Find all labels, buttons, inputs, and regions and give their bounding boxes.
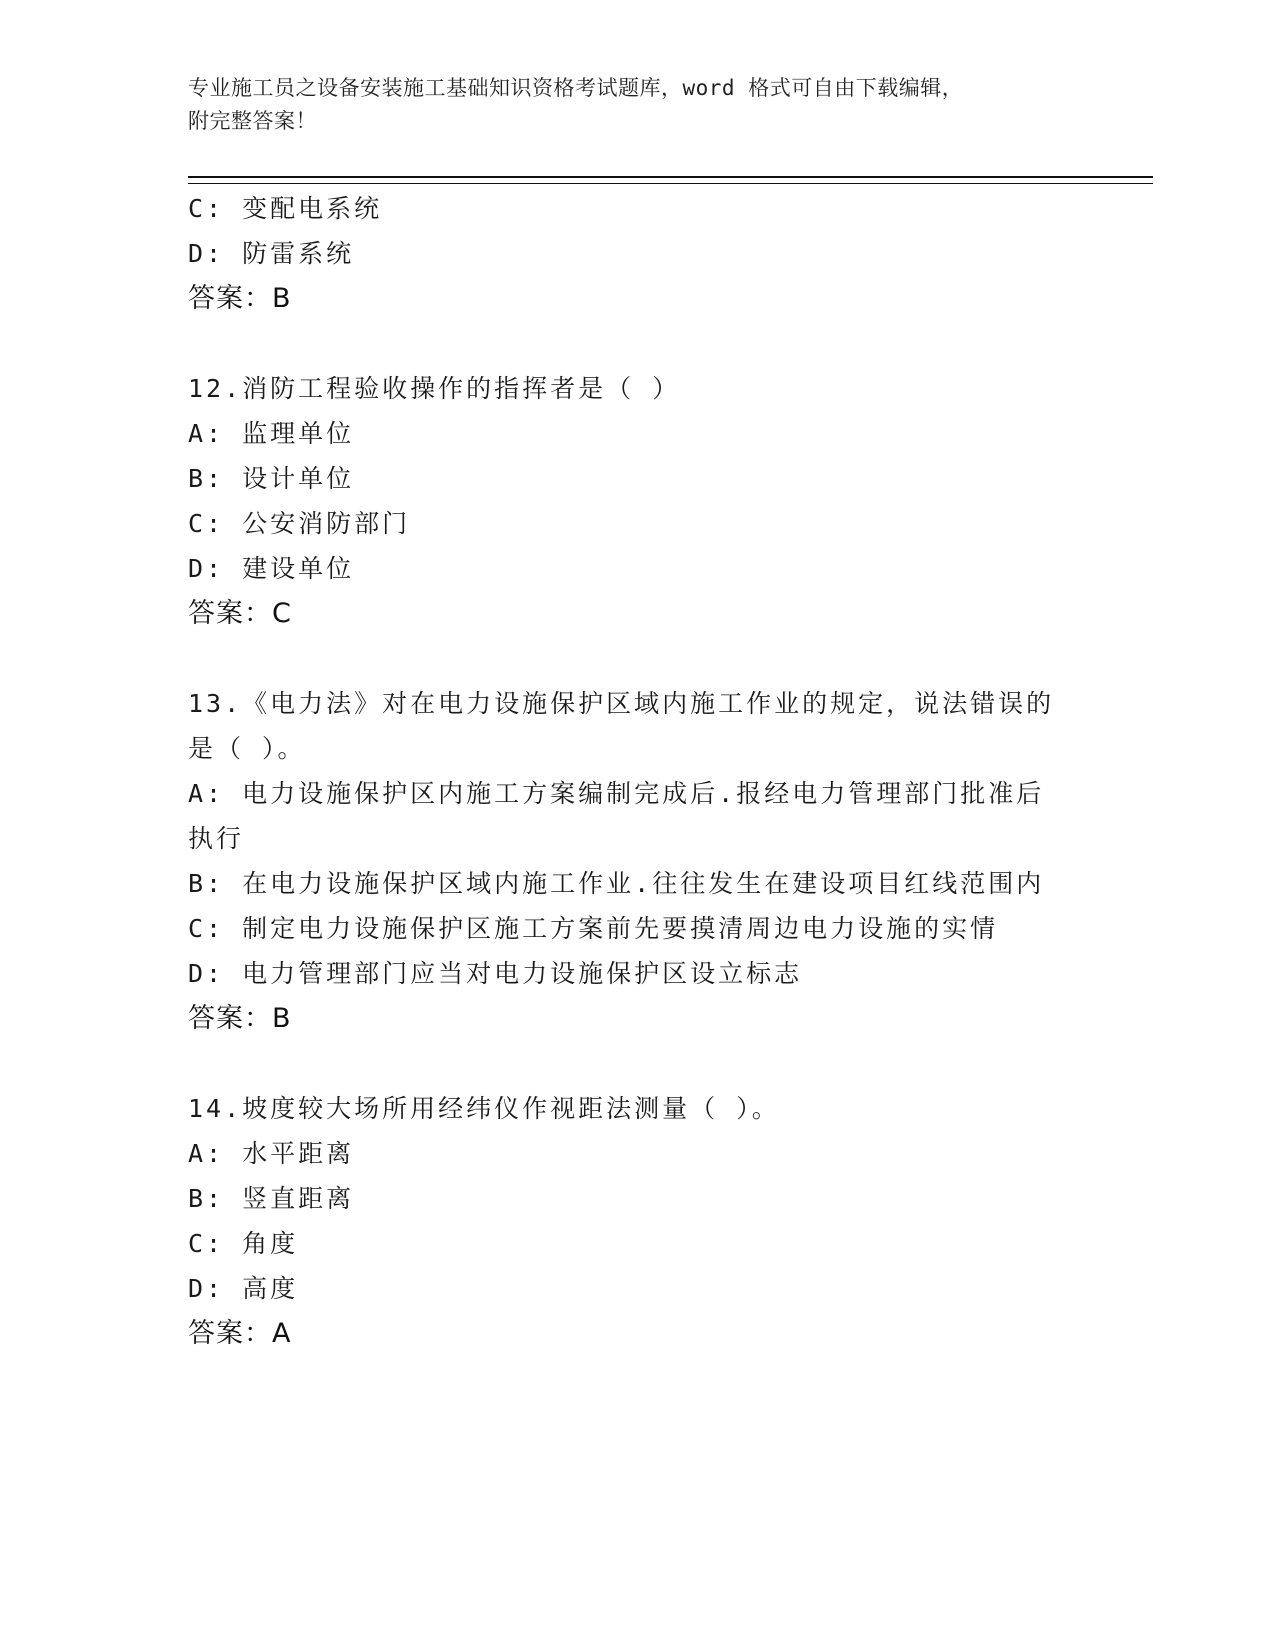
document-page: [188, 72, 1153, 1356]
option-a: A: 水平距离: [188, 1139, 355, 1168]
option-b: B: 在电力设施保护区域内施工作业.往往发生在建设项目红线范围内: [188, 869, 1045, 898]
option-a-line-2: 执行: [188, 824, 245, 853]
question-stem-line-1: 13.《电力法》对在电力设施保护区域内施工作业的规定，说法错误的: [188, 689, 1055, 718]
header-line-2: 附完整答案！: [188, 109, 317, 133]
answer-line: 答案：A: [188, 1318, 292, 1349]
option-c: C: 制定电力设施保护区施工方案前先要摸清周边电力设施的实情: [188, 914, 999, 943]
answer-line: 答案：B: [188, 1003, 292, 1034]
spacer: [188, 1041, 1153, 1086]
option-d: D: 防雷系统: [188, 239, 355, 268]
option-a: A: 监理单位: [188, 419, 355, 448]
answer-line: 答案：C: [188, 598, 292, 629]
question-13: [188, 681, 1153, 1041]
question-12: [188, 366, 1153, 636]
header-divider: [188, 176, 1153, 184]
option-c: C: 角度: [188, 1229, 299, 1258]
option-b: B: 设计单位: [188, 464, 355, 493]
option-d: D: 电力管理部门应当对电力设施保护区设立标志: [188, 959, 803, 988]
option-a-line-1: A: 电力设施保护区内施工方案编制完成后.报经电力管理部门批准后: [188, 779, 1045, 808]
question-stem: 12.消防工程验收操作的指挥者是（ ）: [188, 374, 681, 403]
spacer: [188, 636, 1153, 681]
option-d: D: 高度: [188, 1274, 299, 1303]
spacer: [188, 321, 1153, 366]
option-c: C: 变配电系统: [188, 194, 383, 223]
question-content: [188, 186, 1153, 1356]
question-stem: 14.坡度较大场所用经纬仪作视距法测量（ ）。: [188, 1094, 780, 1123]
question-stem-line-2: 是（ ）。: [188, 734, 306, 763]
option-c: C: 公安消防部门: [188, 509, 411, 538]
answer-line: 答案：B: [188, 283, 292, 314]
option-b: B: 竖直距离: [188, 1184, 355, 1213]
question-14: [188, 1086, 1153, 1356]
prev-question: [188, 186, 1153, 321]
header-line-1: 专业施工员之设备安装施工基础知识资格考试题库，word 格式可自由下载编辑，: [188, 76, 964, 100]
option-d: D: 建设单位: [188, 554, 355, 583]
document-header: [188, 72, 1153, 138]
